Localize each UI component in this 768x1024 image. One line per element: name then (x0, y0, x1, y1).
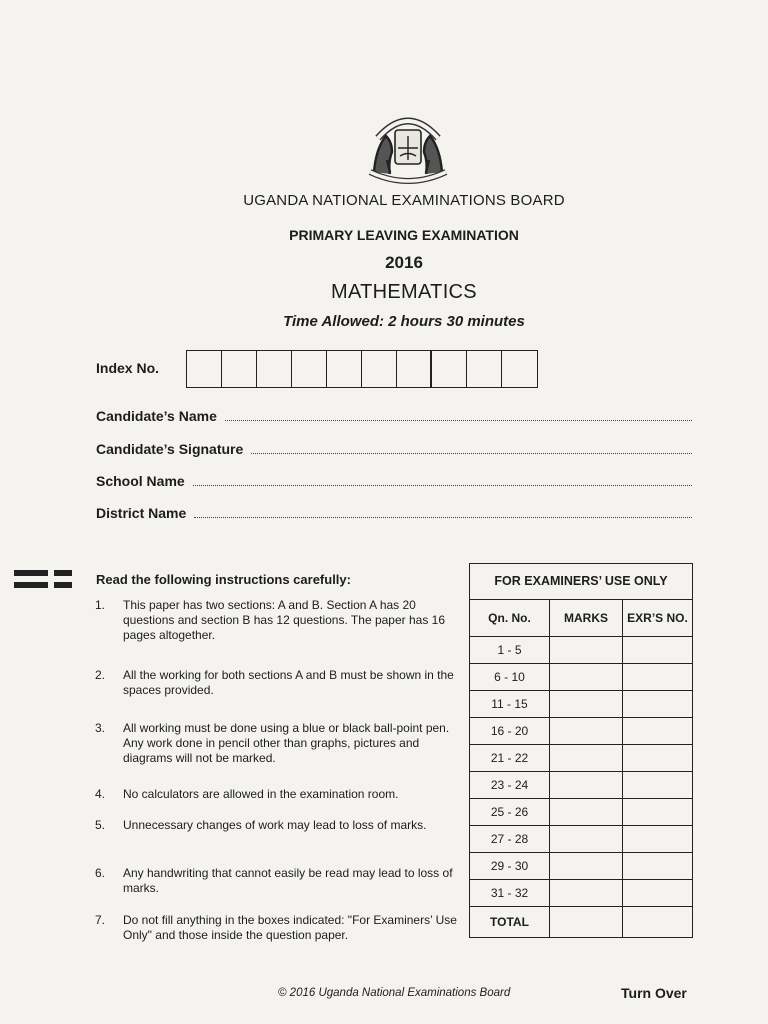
fill-in-line[interactable] (193, 484, 692, 486)
fill-in-line[interactable] (194, 516, 692, 518)
question-range: 16 - 20 (470, 718, 550, 745)
instructions-title: Read the following instructions carefully: (96, 572, 351, 587)
examiners-use-table (469, 563, 693, 938)
instruction-item (95, 721, 465, 766)
field-label: Candidate’s Signature (96, 441, 244, 457)
index-number-label: Index No. (96, 360, 160, 376)
marks-cell (550, 853, 623, 880)
index-digit-box[interactable] (467, 351, 502, 387)
examiner-cell (623, 826, 693, 853)
total-label: TOTAL (470, 907, 550, 938)
instruction-item (95, 913, 465, 943)
board-name: UGANDA NATIONAL EXAMINATIONS BOARD (243, 192, 565, 209)
copyright-notice: © 2016 Uganda National Examinations Board (278, 987, 511, 999)
examiner-cell (623, 799, 693, 826)
question-range: 11 - 15 (470, 691, 550, 718)
fill-in-line[interactable] (251, 452, 692, 454)
marks-cell (550, 691, 623, 718)
index-digit-box[interactable] (327, 351, 362, 387)
total-marks-cell (550, 907, 623, 938)
index-digit-box[interactable] (222, 351, 257, 387)
instruction-number: 4. (95, 787, 106, 801)
index-digit-box[interactable] (397, 351, 432, 387)
exam-year: 2016 (385, 253, 423, 272)
examiners-table-title: FOR EXAMINERS’ USE ONLY (470, 564, 693, 600)
question-range: 29 - 30 (470, 853, 550, 880)
column-header-marks: MARKS (550, 600, 623, 637)
binding-mark (14, 582, 72, 588)
time-allowed: Time Allowed: 2 hours 30 minutes (283, 313, 525, 330)
marks-cell (550, 826, 623, 853)
question-range: 31 - 32 (470, 880, 550, 907)
field-label: District Name (96, 505, 187, 521)
instruction-text: Unnecessary changes of work may lead to loss of marks. (123, 818, 427, 832)
examiner-cell (623, 691, 693, 718)
instruction-number: 2. (95, 668, 106, 682)
examiner-cell (623, 637, 693, 664)
subject-title: MATHEMATICS (331, 281, 477, 303)
instruction-item (95, 598, 465, 643)
instruction-text: All working must be done using a blue or black ball-point pen. Any work done in pencil other than graphs, pictures and diagrams will not be marked. (123, 721, 450, 765)
index-digit-box[interactable] (292, 351, 327, 387)
examiner-cell (623, 853, 693, 880)
instruction-text: This paper has two sections: A and B. Section A has 20 questions and section B has 12 questions. The paper has 16 pages altogether. (123, 598, 446, 642)
marks-cell (550, 772, 623, 799)
question-range: 25 - 26 (470, 799, 550, 826)
uneb-crest-logo (360, 108, 456, 190)
instruction-text: All the working for both sections A and B must be shown in the spaces provided. (123, 668, 454, 697)
examiner-cell (623, 745, 693, 772)
examiner-cell (623, 664, 693, 691)
instruction-text: Any handwriting that cannot easily be read may lead to loss of marks. (123, 866, 453, 895)
candidate-name-field[interactable] (96, 408, 692, 424)
question-range: 21 - 22 (470, 745, 550, 772)
marks-cell (550, 880, 623, 907)
index-digit-box[interactable] (362, 351, 397, 387)
instruction-item (95, 787, 465, 802)
instruction-number: 6. (95, 866, 106, 880)
question-range: 27 - 28 (470, 826, 550, 853)
field-label: Candidate’s Name (96, 408, 217, 424)
candidate-signature-field[interactable] (96, 441, 692, 457)
question-range: 23 - 24 (470, 772, 550, 799)
marks-cell (550, 664, 623, 691)
index-digit-box[interactable] (187, 351, 222, 387)
marks-cell (550, 637, 623, 664)
total-examiner-cell (623, 907, 693, 938)
examiner-cell (623, 718, 693, 745)
instruction-item (95, 668, 465, 698)
marks-cell (550, 799, 623, 826)
index-number-boxes (186, 350, 538, 388)
school-name-field[interactable] (96, 473, 692, 489)
binding-mark (14, 570, 72, 576)
index-digit-box[interactable] (502, 351, 537, 387)
instruction-number: 5. (95, 818, 106, 832)
instruction-number: 7. (95, 913, 106, 927)
instruction-item (95, 818, 465, 833)
question-range: 6 - 10 (470, 664, 550, 691)
index-digit-box[interactable] (257, 351, 292, 387)
index-digit-box[interactable] (432, 351, 467, 387)
fill-in-line[interactable] (225, 419, 692, 421)
marks-cell (550, 718, 623, 745)
turn-over-label: Turn Over (621, 985, 687, 1001)
instruction-text: Do not fill anything in the boxes indicated: "For Examiners’ Use Only" and those inside the question paper. (123, 913, 457, 942)
instruction-number: 3. (95, 721, 106, 735)
column-header-examiner-no: EXR’S NO. (623, 600, 693, 637)
question-range: 1 - 5 (470, 637, 550, 664)
examiner-cell (623, 772, 693, 799)
instruction-number: 1. (95, 598, 106, 612)
instruction-text: No calculators are allowed in the examination room. (123, 787, 399, 801)
district-name-field[interactable] (96, 505, 692, 521)
examiner-cell (623, 880, 693, 907)
exam-name: PRIMARY LEAVING EXAMINATION (289, 227, 519, 243)
marks-cell (550, 745, 623, 772)
column-header-question: Qn. No. (470, 600, 550, 637)
instruction-item (95, 866, 465, 896)
field-label: School Name (96, 473, 185, 489)
